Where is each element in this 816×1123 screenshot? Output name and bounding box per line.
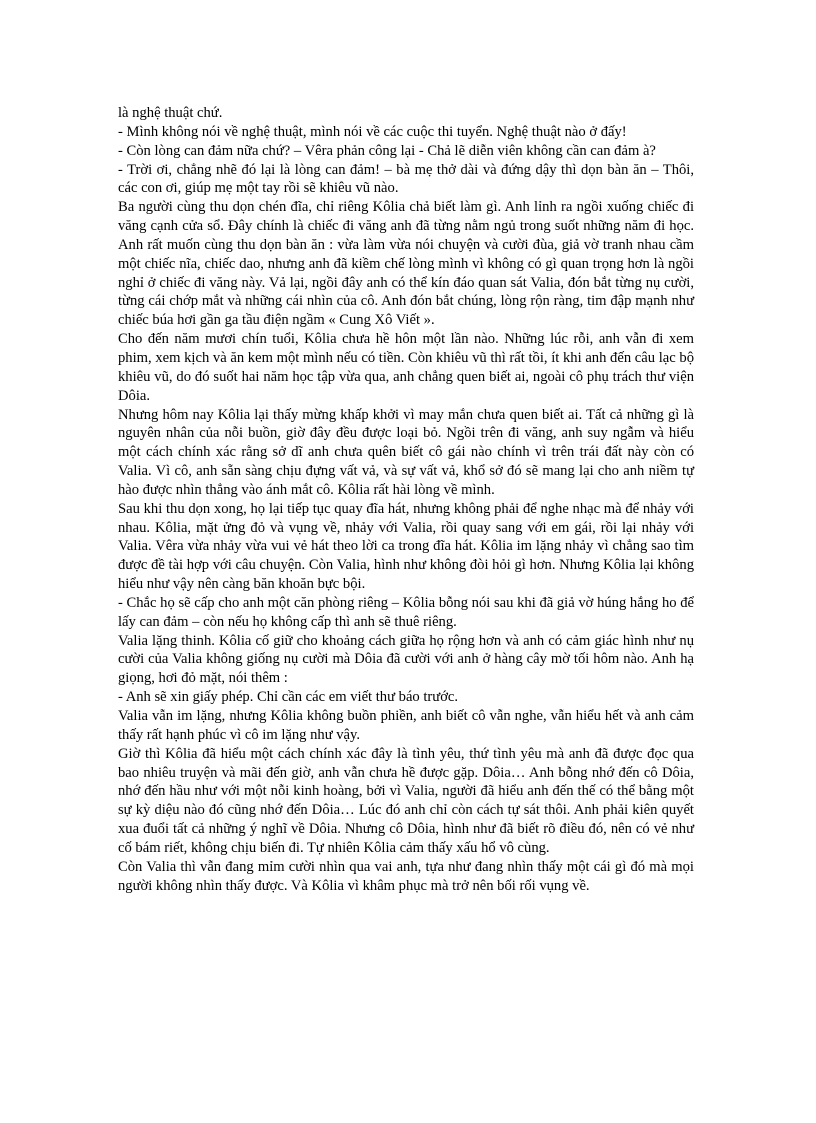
paragraph: - Chắc họ sẽ cấp cho anh một căn phòng riêng – Kôlia bỗng nói sau khi đã giả vờ húng hắng ho để lấy can đảm – còn nếu họ không cấp thì anh sẽ thuê riêng. [118,594,694,630]
paragraph: - Trời ơi, chẳng nhẽ đó lại là lòng can đảm! – bà mẹ thở dài và đứng dậy thì dọn bàn ăn – Thôi, các con ơi, giúp mẹ một tay rồi sẽ khiêu vũ nào. [118,161,694,197]
paragraph: - Còn lòng can đảm nữa chứ? – Vêra phản công lại - Chả lẽ diễn viên không cần can đảm à? [118,142,656,159]
paragraph: Nhưng hôm nay Kôlia lại thấy mừng khấp khởi vì may mắn chưa quen biết ai. Tất cả những gì là nguyên nhân của nỗi buồn, giờ đây đều được loại bỏ. Ngồi trên đi văng, anh suy ngẫm và hiểu một cách chính xác rằng sở dĩ anh chưa quên biết cô gái nào chính vì trên trái đất này còn có Valia. Vì cô, anh sẵn sàng chịu đựng vất vả, và sự vất vả, khổ sở đó sẽ mang lại cho anh niềm tự hào được nhìn thẳng vào ánh mắt cô. Kôlia rất hài lòng về mình. [118,406,694,498]
paragraph: Còn Valia thì vẫn đang mỉm cười nhìn qua vai anh, tựa như đang nhìn thấy một cái gì đó mà mọi người không nhìn thấy được. Và Kôlia vì khâm phục mà trở nên bối rối vụng về. [118,858,694,894]
paragraph: Valia vẫn im lặng, nhưng Kôlia không buồn phiền, anh biết cô vẫn nghe, vẫn hiểu hết và anh cảm thấy rất hạnh phúc vì cô im lặng như vậy. [118,708,694,743]
document-body [118,104,694,895]
paragraph: - Anh sẽ xin giấy phép. Chỉ cần các em viết thư báo trước. [118,689,459,706]
paragraph: Sau khi thu dọn xong, họ lại tiếp tục quay đĩa hát, nhưng không phải để nghe nhạc mà để nhảy với nhau. Kôlia, mặt ửng đỏ và vụng về, nhảy với Valia, rồi quay sang với em gái, rồi lại nhảy với Valia. Vêra vừa nhảy vừa vui vẻ hát theo lời ca trong đĩa hát. Kôlia im lặng nhảy vì chẳng sao tìm được đề tài hợp với câu chuyện. Còn Valia, hình như không đòi hỏi gì hơn. Nhưng Kôlia lại không hiểu như vậy nên càng băn khoăn bực bội. [118,500,694,593]
paragraph: Valia lặng thinh. Kôlia cố giữ cho khoảng cách giữa họ rộng hơn và anh có cảm giác hình như nụ cười của Valia không giống nụ cười mà Dôia đã cười với anh ở hàng cây mờ tối hôm nào. Anh hạ giọng, hơi đỏ mặt, nói thêm : [118,632,694,687]
paragraph: Cho đến năm mươi chín tuổi, Kôlia chưa hề hôn một lần nào. Những lúc rỗi, anh vẫn đi xem phim, xem kịch và ăn kem một mình nếu có tiền. Còn khiêu vũ thì rất tồi, ít khi anh đến câu lạc bộ khiêu vũ, do đó suốt hai năm học tập vừa qua, anh chẳng quen biết ai, ngoài cô phụ trách thư viện Dôia. [118,331,694,404]
paragraph: Giờ thì Kôlia đã hiểu một cách chính xác đây là tình yêu, thứ tình yêu mà anh đã được đọc qua bao nhiêu truyện và mãi đến giờ, anh vẫn chưa hề được gặp. Dôia… Anh bỗng nhớ đến cô Dôia, nhớ đến hầu như với một nỗi kinh hoàng, bởi vì Valia, người đã hiểu anh đến thế có thể bằng một sự kỳ diệu nào đó cũng nhớ đến Dôia… Lúc đó anh chỉ còn cách tự sát thôi. Anh phải kiên quyết xua đuổi tất cả những ý nghĩ về Dôia. Nhưng cô Dôia, hình như đã biết rõ điều đó, nên có vẻ như cố bám riết, không chịu biến đi. Tự nhiên Kôlia cảm thấy xấu hổ vô cùng. [118,745,694,856]
paragraph: Ba người cùng thu dọn chén đĩa, chỉ riêng Kôlia chả biết làm gì. Anh lỉnh ra ngồi xuống chiếc đi văng cạnh cửa sổ. Đây chính là chiếc đi văng anh đã từng nằm ngủ trong suốt những năm đi học. Anh rất muốn cùng thu dọn bàn ăn : vừa làm vừa nói chuyện và cười đùa, giả vờ tranh nhau cầm một chiếc nĩa, chiếc dao, nhưng anh đã kiềm chế lòng mình vì không có gì quan trọng hơn là ngồi nghỉ ở chiếc đi văng này. Vả lại, ngồi đây anh có thể kín đáo quan sát Valia, đón bắt từng nụ cười, từng cái chớp mắt và những cái nhìn của cô. Anh đón bắt chúng, lòng rộn ràng, tim đập mạnh như chiếc búa hơi gần ga tầu điện ngầm « Cung Xô Viết ». [118,199,694,329]
paragraph: - Mình không nói về nghệ thuật, mình nói về các cuộc thi tuyển. Nghệ thuật nào ở đấy! [118,123,627,140]
paragraph: là nghệ thuật chứ. [118,105,223,121]
